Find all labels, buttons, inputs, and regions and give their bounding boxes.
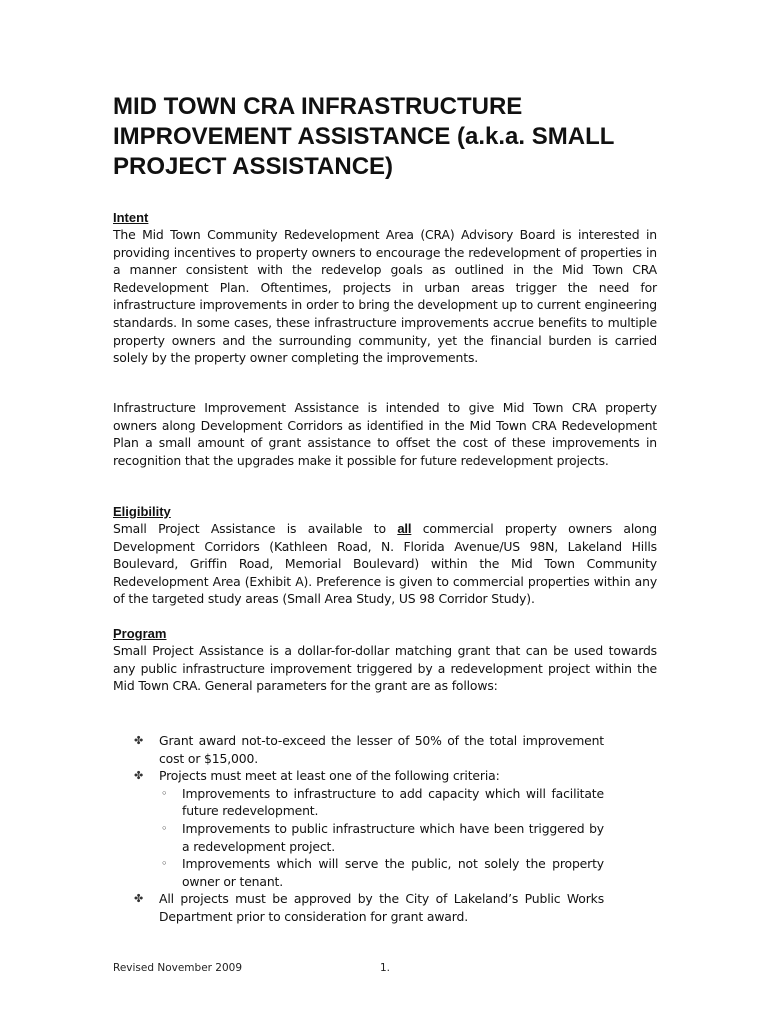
list-item-text: All projects must be approved by the City of Lakeland’s Public Works Department prior to consideration for grant award.: [159, 891, 604, 924]
intent-paragraph-1: The Mid Town Community Redevelopment Area (CRA) Advisory Board is interested in providing incentives to property owners to encourage the redevelopment of properties in a manner consistent with the redevelop goals as outlined in the Mid Town CRA Redevelopment Plan. Oftentimes, projects in urban areas trigger the need for infrastructure improvements in order to bring the development up to current engineering standards. In some cases, these infrastructure improvements accrue benefits to multiple property owners and the surrounding community, yet the financial burden is carried solely by the property owner completing the improvements.: [113, 227, 657, 366]
program-paragraph: Small Project Assistance is a dollar-for-dollar matching grant that can be used towards any public infrastructure improvement triggered by a redevelopment project within the Mid Town CRA. General parameters for the grant are as follows:: [113, 643, 657, 694]
bullet-icon: ✤: [134, 769, 144, 783]
list-item-text: Projects must meet at least one of the following criteria:: [159, 768, 500, 784]
bullet-icon: ✤: [134, 734, 144, 747]
program-criteria-list: [134, 732, 604, 926]
list-item: [134, 890, 604, 925]
sublist-item-text: Improvements to infrastructure to add capacity which will facilitate future redevelopment.: [182, 785, 604, 819]
criteria-sublist: [159, 785, 604, 891]
list-item: [134, 732, 604, 767]
eligibility-text-after: commercial property owners along Development Corridors (Kathleen Road, N. Florida Avenue/US 98N, Lakeland Hills Boulevard, Griffin Road, Memorial Boulevard) within the Mid Town Community Redevelopment Area (Exhibit A). Preference is given to commercial properties within any of the targeted study areas (Small Area Study, US 98 Corridor Study).: [113, 521, 657, 607]
circle-bullet-icon: ◦: [161, 821, 168, 835]
sublist-item-text: Improvements which will serve the public, not solely the property owner or tenant.: [182, 856, 604, 889]
circle-bullet-icon: ◦: [161, 857, 168, 871]
eligibility-paragraph: [113, 520, 657, 608]
sublist-item-text: Improvements to public infrastructure which have been triggered by a redevelopment project.: [182, 820, 604, 854]
circle-bullet-icon: ◦: [161, 786, 168, 800]
intent-paragraph-2: Infrastructure Improvement Assistance is intended to give Mid Town CRA property owners along Development Corridors as identified in the Mid Town CRA Redevelopment Plan a small amount of grant assistance to offset the cost of these improvements in recognition that the upgrades make it possible for future redevelopment projects.: [113, 400, 657, 468]
footer-page-number: 1.: [380, 962, 391, 974]
sublist-item: [159, 855, 604, 890]
footer-revised: Revised November 2009: [113, 962, 243, 974]
intent-section: [113, 209, 657, 367]
program-section: [113, 625, 657, 695]
list-item-text: Grant award not-to-exceed the lesser of 50% of the total improvement cost or $15,000.: [159, 733, 604, 766]
page-title: MID TOWN CRA INFRASTRUCTURE IMPROVEMENT ASSISTANCE (a.k.a. SMALL PROJECT ASSISTANCE): [113, 93, 614, 180]
eligibility-text-before: Small Project Assistance is available to: [113, 521, 398, 536]
eligibility-section: [113, 503, 657, 608]
eligibility-heading: Eligibility: [113, 504, 171, 519]
eligibility-emphasis: all: [397, 521, 412, 536]
list-item: [134, 767, 604, 890]
intent-heading: Intent: [113, 210, 149, 225]
bullet-icon: ✤: [134, 892, 144, 906]
sublist-item: [159, 785, 604, 820]
sublist-item: [159, 820, 604, 855]
intent-paragraph-2-block: [113, 399, 657, 469]
program-heading: Program: [113, 626, 167, 641]
